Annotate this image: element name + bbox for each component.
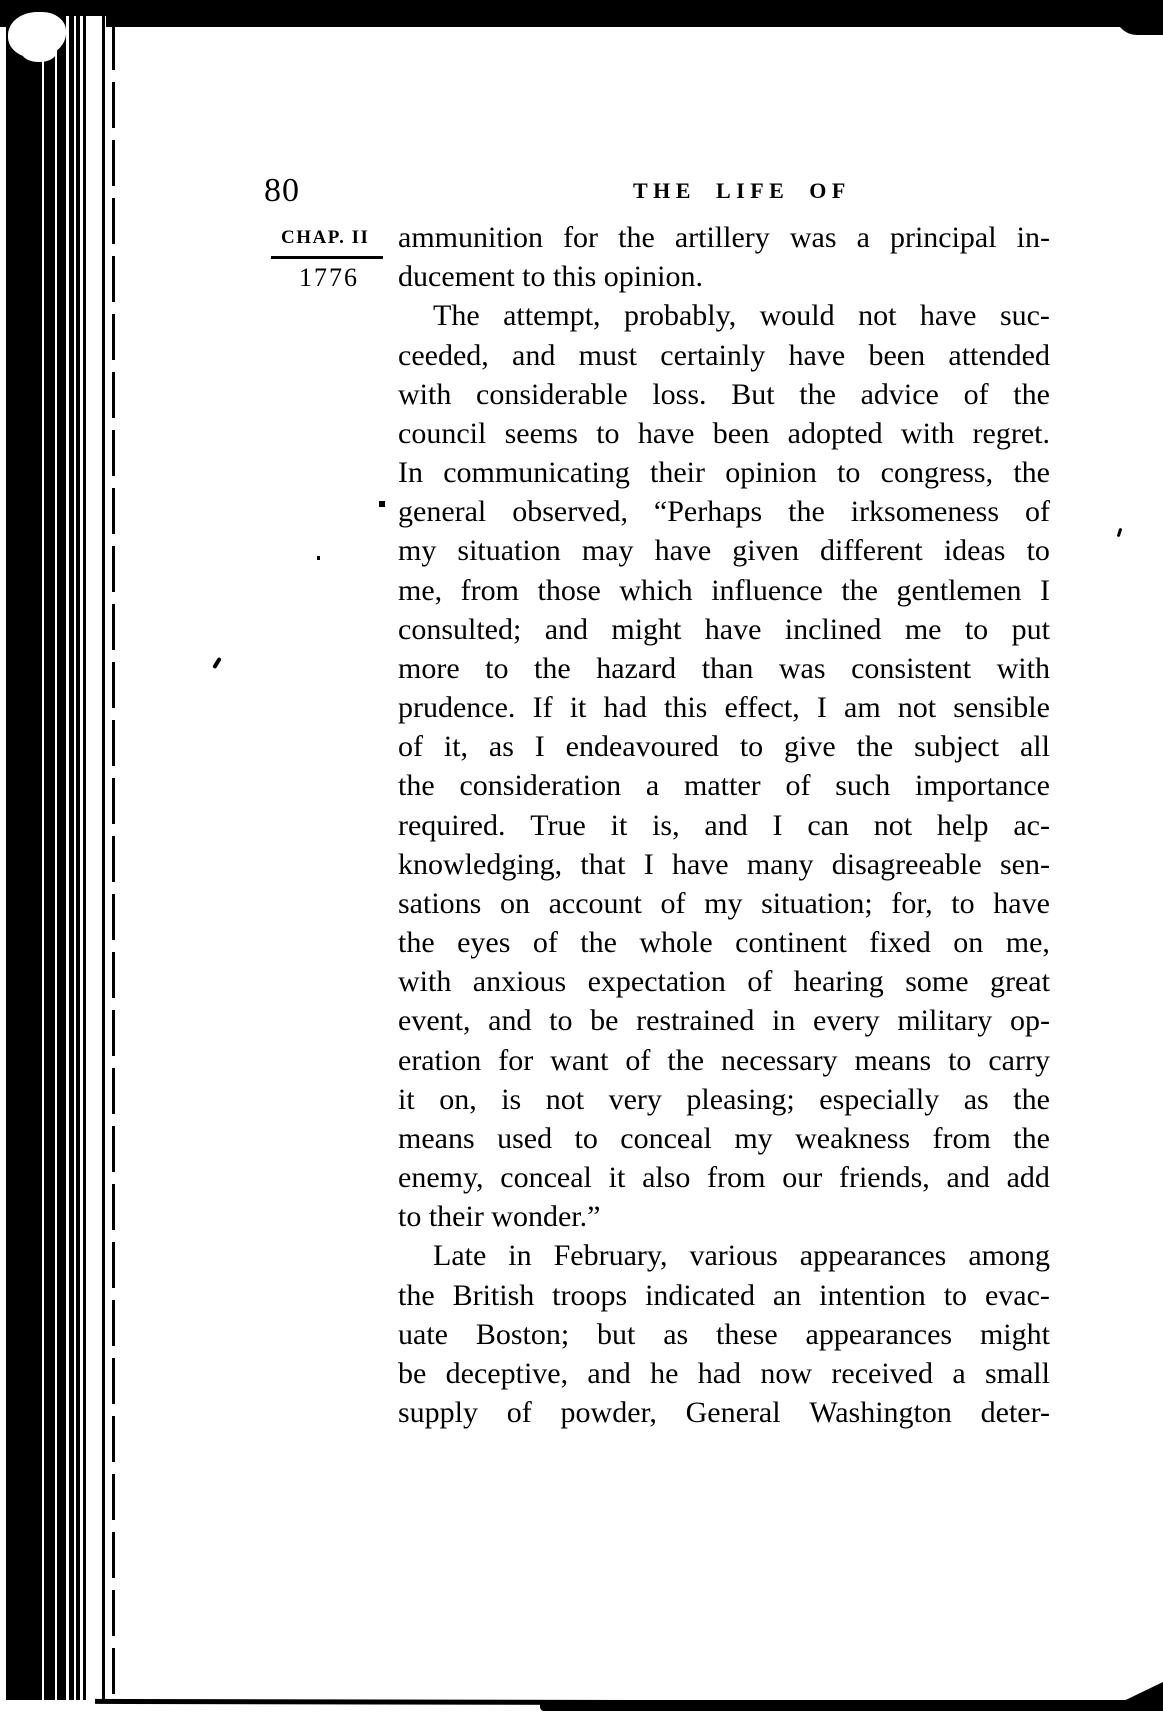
text-line: ammunition for the artillery was a principal in- — [398, 221, 1050, 254]
text-line: more to the hazard than was consistent with — [398, 651, 1050, 685]
binding-streak-line — [112, 24, 115, 1694]
text-line: council seems to have been adopted with regret. — [398, 416, 1050, 450]
year-note: 1776 — [299, 263, 359, 292]
text-line: me, from those which influence the gentlemen I — [398, 573, 1050, 607]
text-line: the British troops indicated an intention to evac- — [398, 1278, 1050, 1312]
margin-rule — [271, 256, 383, 259]
text-line: prudence. If it had this effect, I am not sensible — [398, 691, 1050, 725]
bottom-scan-line-thick — [540, 1700, 1163, 1711]
binding-band — [6, 16, 106, 1700]
text-line: supply of powder, General Washington deter- — [398, 1396, 1050, 1430]
text-line: eration for want of the necessary means to carry — [398, 1043, 1050, 1077]
text-line: consulted; and might have inclined me to put — [398, 612, 1050, 646]
text-line: it on, is not very pleasing; especially as the — [398, 1082, 1050, 1116]
ink-speck-2 — [317, 556, 320, 560]
body-text — [398, 218, 1050, 1432]
page-number: 80 — [264, 172, 300, 209]
text-line: be deceptive, and he had now received a small — [398, 1356, 1050, 1390]
top-scan-bar-right — [1115, 0, 1163, 35]
ink-speck-3 — [212, 657, 222, 669]
top-scan-bar — [0, 0, 1163, 27]
text-line: with considerable loss. But the advice of the — [398, 377, 1050, 411]
text-line: the consideration a matter of such importance — [398, 769, 1050, 803]
text-line: general observed, “Perhaps the irksomeness of — [398, 495, 1050, 529]
ink-speck-4 — [1117, 528, 1123, 537]
text-line: knowledging, that I have many disagreeable sen- — [398, 847, 1050, 881]
text-line: means used to conceal my weakness from the — [398, 1121, 1050, 1155]
text-line: required. True it is, and I can not help ac- — [398, 808, 1050, 842]
paper-blob-small — [22, 44, 56, 62]
chapter-note: CHAP. II — [281, 227, 370, 248]
text-line: ducement to this opinion. — [398, 260, 703, 294]
text-line: In communicating their opinion to congress, the — [398, 456, 1050, 490]
running-title: THE LIFE OF — [633, 178, 851, 203]
text-line: of it, as I endeavoured to give the subject all — [398, 730, 1050, 764]
bottom-scan-wedge — [1105, 1682, 1163, 1710]
text-line: to their wonder.” — [398, 1200, 601, 1234]
text-line: the eyes of the whole continent fixed on me, — [398, 926, 1050, 960]
text-line: sations on account of my situation; for, to have — [398, 886, 1050, 920]
text-line: The attempt, probably, would not have suc- — [433, 299, 1050, 333]
text-line: enemy, conceal it also from our friends, and add — [398, 1161, 1050, 1195]
text-line: Late in February, various appearances among — [433, 1239, 1050, 1273]
text-line: event, and to be restrained in every military op- — [398, 1004, 1050, 1038]
text-line: my situation may have given different ideas to — [398, 534, 1050, 568]
text-line: ceeded, and must certainly have been attended — [398, 338, 1050, 372]
text-line: uate Boston; but as these appearances might — [398, 1317, 1050, 1351]
text-line: with anxious expectation of hearing some great — [398, 965, 1050, 999]
ink-speck-1 — [379, 501, 385, 507]
